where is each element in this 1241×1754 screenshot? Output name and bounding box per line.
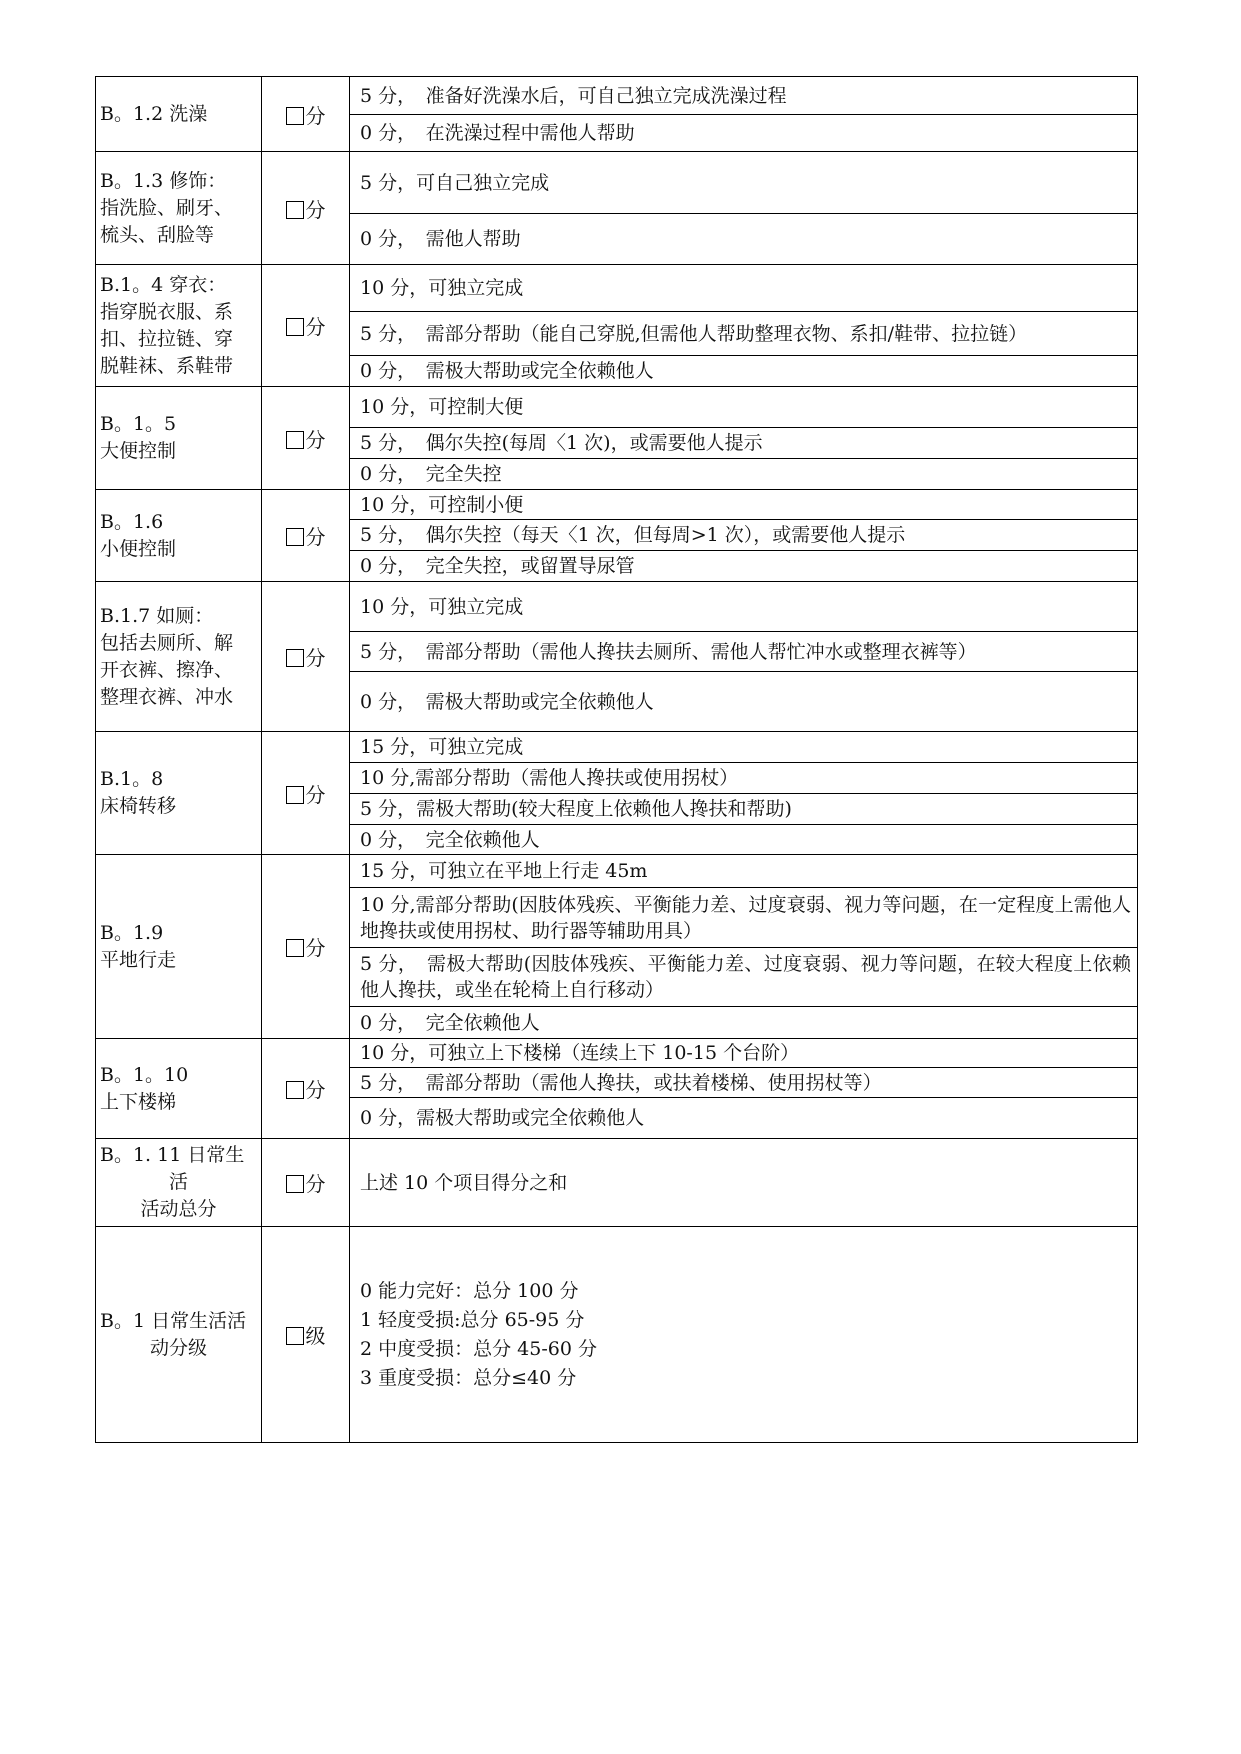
item-name-line: B。1. 11 日常生 [100,1144,245,1166]
grade-level: 0 能力完好：总分 100 分 [360,1279,579,1302]
item-name-line: 整理衣裤、冲水 [100,685,234,708]
item-name-line: B。1 日常生活活 [100,1309,247,1332]
score-cell [262,732,350,855]
score-option: 5 分， 偶尔失控（每天〈1 次，但每周>1 次），或需要他人提示 [350,520,1138,551]
score-unit: 分 [305,103,326,128]
grade-level: 3 重度受损：总分≤40 分 [360,1366,577,1389]
score-cell [262,387,350,490]
score-cell [262,1039,350,1139]
score-option: 5 分， 需部分帮助（需他人搀扶去厕所、需他人帮忙冲水或整理衣裤等） [350,632,1138,672]
item-name-line: 指洗脸、刷牙、 [100,196,234,219]
score-checkbox[interactable] [286,786,304,804]
score-option: 10 分，可控制小便 [350,490,1138,520]
score-option: 5 分， 偶尔失控(每周〈1 次)，或需要他人提示 [350,428,1138,459]
score-checkbox[interactable] [286,1175,304,1193]
score-unit: 分 [305,525,326,549]
item-name-line: B。1.6 [100,510,164,533]
item-name-line: 包括去厕所、解 [100,631,234,654]
grade-level: 1 轻度受损:总分 65-95 分 [360,1308,585,1331]
score-option: 0 分， 完全依赖他人 [350,1007,1138,1039]
item-name-cell [96,77,262,152]
item-name-line: 梳头、刮脸等 [100,223,215,246]
item-name-cell [96,152,262,265]
score-checkbox[interactable] [286,1327,304,1345]
item-name-cell [96,855,262,1039]
score-cell [262,1227,350,1443]
score-unit: 分 [305,315,326,339]
score-unit: 分 [305,197,326,222]
score-unit: 分 [305,646,326,670]
item-name-line: B。1.3 修饰： [100,169,227,192]
score-option: 5 分， 需部分帮助（需他人搀扶，或扶着楼梯、使用拐杖等） [350,1068,1138,1098]
score-cell [262,582,350,732]
score-option: 15 分，可独立在平地上行走 45m [350,855,1138,888]
score-option: 0 分， 完全失控，或留置导尿管 [350,551,1138,582]
item-name-cell [96,490,262,582]
item-name-line: 活 [168,1171,188,1193]
item-name-cell [96,1139,262,1227]
score-option: 15 分，可独立完成 [350,732,1138,763]
table-row [96,855,1138,888]
score-unit: 分 [305,1172,326,1196]
total-description: 上述 10 个项目得分之和 [350,1139,1138,1227]
score-checkbox[interactable] [286,201,304,219]
item-name-line: B。1.9 [100,921,164,944]
score-option: 10 分，可独立上下楼梯（连续上下 10-15 个台阶） [350,1039,1138,1068]
score-option: 10 分，可控制大便 [350,387,1138,428]
grade-level: 2 中度受损：总分 45-60 分 [360,1337,597,1360]
table-row [96,77,1138,115]
grade-scale [350,1227,1138,1443]
score-option: 0 分， 完全依赖他人 [350,825,1138,855]
item-name-line: 脱鞋袜、系鞋带 [100,354,234,377]
item-name-cell [96,265,262,387]
score-checkbox[interactable] [286,107,304,125]
assessment-table-body [96,77,1138,1443]
assessment-table [95,76,1138,1443]
item-name-line: 大便控制 [100,440,177,462]
table-row [96,490,1138,520]
score-option: 0 分， 完全失控 [350,459,1138,490]
score-checkbox[interactable] [286,1081,304,1099]
score-cell [262,490,350,582]
score-option: 0 分， 在洗澡过程中需他人帮助 [350,115,1138,152]
item-name-line: 指穿脱衣服、系 [100,300,234,323]
item-name-cell [96,1227,262,1443]
score-cell [262,855,350,1039]
score-option: 5 分，可自己独立完成 [350,152,1138,214]
table-row [96,732,1138,763]
item-name-line: 扣、拉拉链、穿 [100,327,234,350]
score-option: 0 分，需极大帮助或完全依赖他人 [350,1098,1138,1139]
score-checkbox[interactable] [286,318,304,336]
item-name-line: 床椅转移 [100,795,177,817]
item-name-line: B。1.2 洗澡 [100,102,208,125]
item-name-line: B.1.7 如厕： [100,604,214,627]
score-unit: 分 [305,782,326,807]
score-cell [262,77,350,152]
item-name-line: 小便控制 [100,537,177,560]
score-option: 10 分,需部分帮助（需他人搀扶或使用拐杖） [350,763,1138,794]
score-option: 10 分，可独立完成 [350,582,1138,632]
table-row [96,387,1138,428]
item-name-line: B.1。8 [100,768,164,790]
table-row [96,152,1138,214]
item-name-line: B。1。5 [100,413,177,435]
score-option: 0 分， 需极大帮助或完全依赖他人 [350,672,1138,732]
score-option: 5 分，需极大帮助(较大程度上依赖他人搀扶和帮助) [350,794,1138,825]
score-checkbox[interactable] [286,431,304,449]
table-row [96,1039,1138,1068]
score-option: 5 分， 需部分帮助（能自己穿脱,但需他人帮助整理衣物、系扣/鞋带、拉拉链） [350,312,1138,356]
grade-row [96,1227,1138,1443]
item-name-line: B.1。4 穿衣： [100,273,227,296]
score-checkbox[interactable] [286,528,304,546]
score-cell [262,265,350,387]
score-option: 5 分， 需极大帮助(因肢体残疾、平衡能力差、过度衰弱、视力等问题，在较大程度上依赖他人搀扶，或坐在轮椅上自行移动） [350,948,1138,1007]
score-option: 5 分， 准备好洗澡水后，可自己独立完成洗澡过程 [350,77,1138,115]
score-option: 10 分，可独立完成 [350,265,1138,312]
score-option: 0 分， 需他人帮助 [350,214,1138,265]
score-cell [262,152,350,265]
table-row [96,265,1138,312]
score-option: 10 分,需部分帮助(因肢体残疾、平衡能力差、过度衰弱、视力等问题，在一定程度上需他人地搀扶或使用拐杖、助行器等辅助用具） [350,888,1138,948]
item-name-line: 开衣裤、擦净、 [100,658,234,681]
item-name-cell [96,387,262,490]
total-row [96,1139,1138,1227]
score-unit: 分 [305,1078,326,1102]
score-option: 0 分， 需极大帮助或完全依赖他人 [350,356,1138,387]
score-unit: 分 [305,427,326,452]
item-name-line: 活动总分 [140,1198,217,1220]
score-cell [262,1139,350,1227]
score-checkbox[interactable] [286,939,304,957]
item-name-line: B。1。10 [100,1063,189,1086]
item-name-cell [96,582,262,732]
score-checkbox[interactable] [286,649,304,667]
item-name-line: 动分级 [149,1336,207,1359]
item-name-line: 平地行走 [100,948,177,971]
item-name-cell [96,732,262,855]
table-row [96,582,1138,632]
score-unit: 级 [305,1324,326,1348]
item-name-line: 上下楼梯 [100,1090,177,1113]
item-name-cell [96,1039,262,1139]
score-unit: 分 [305,936,326,960]
